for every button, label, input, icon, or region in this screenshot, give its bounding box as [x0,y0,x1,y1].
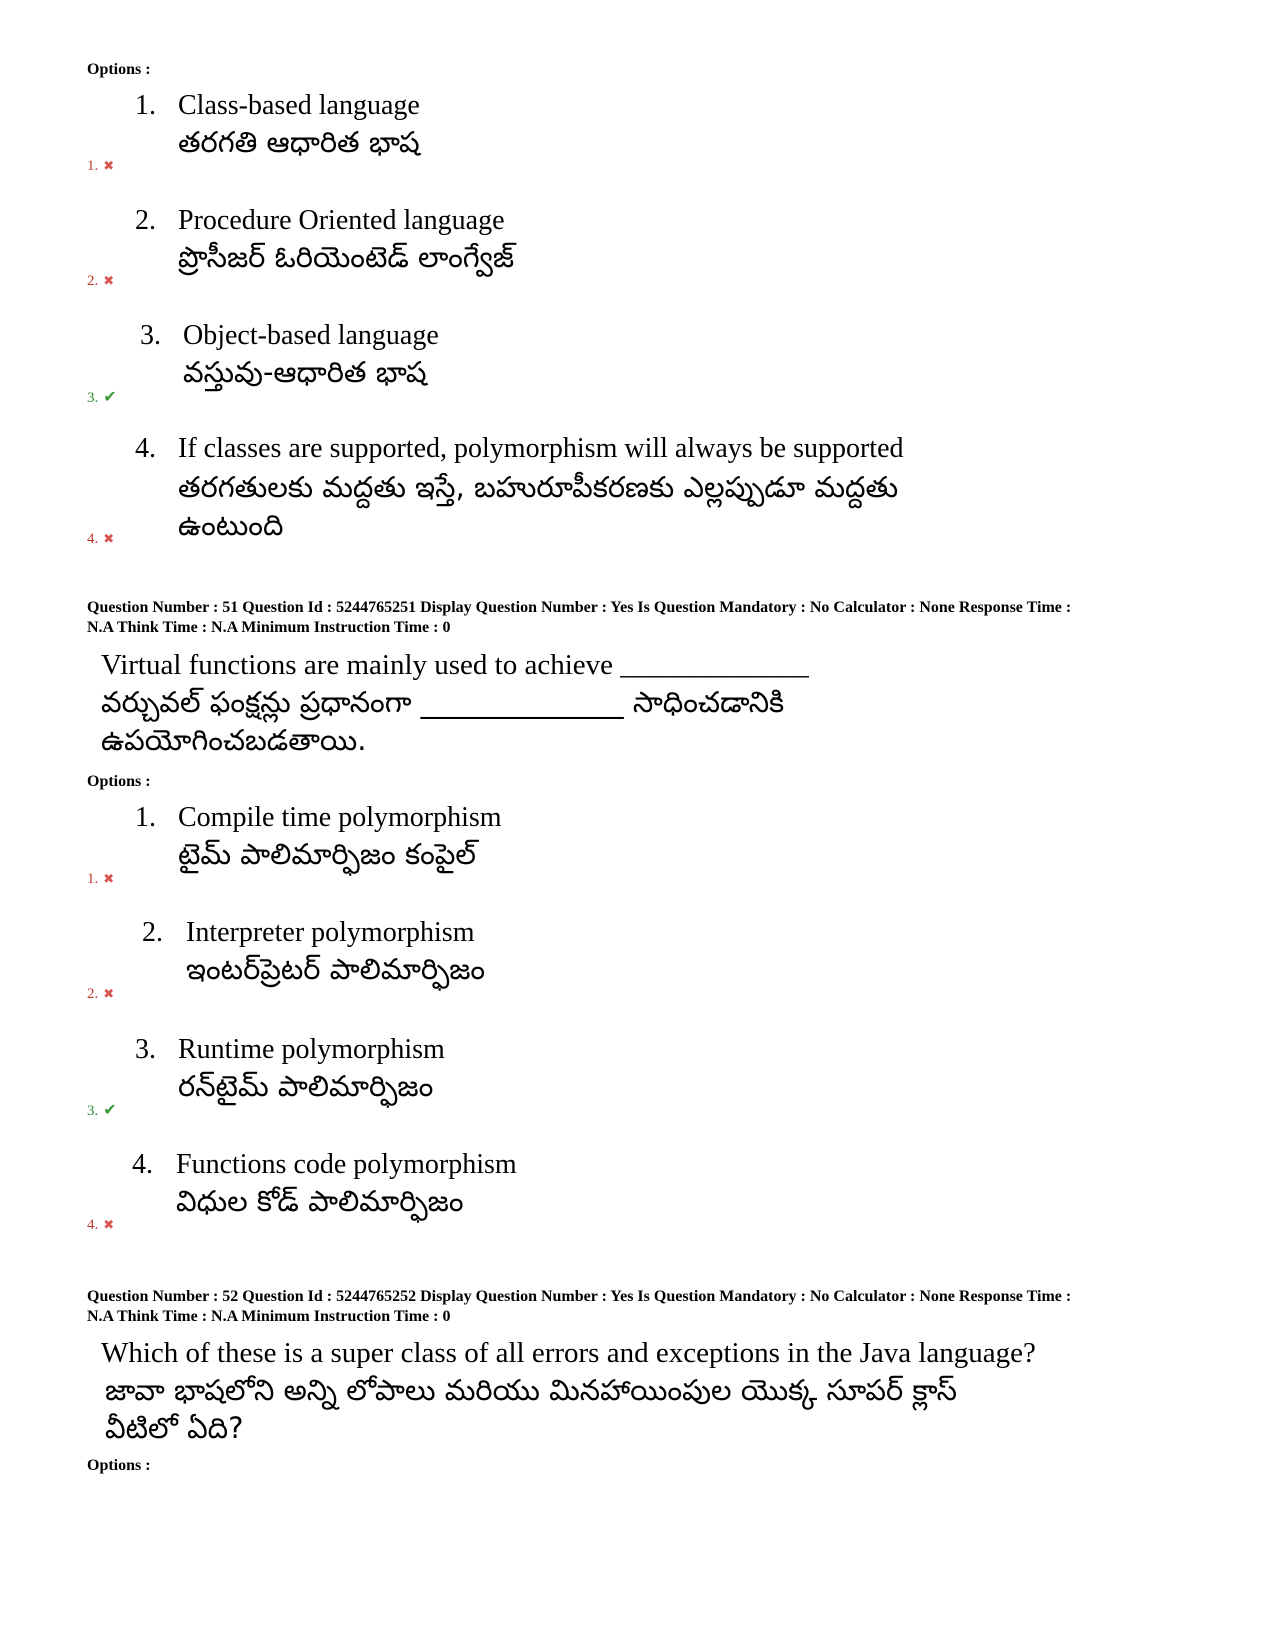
option-text-te: ఉంటుంది [178,508,284,542]
option-number: 1. [135,802,156,833]
option-number: 3. [140,320,161,351]
option-text-en: Procedure Oriented language [178,205,505,236]
question-text-te: వర్చువల్ ఫంక్షన్లు ప్రధానంగా ______________ సాధించడానికి [101,685,785,719]
options-label: Options : [87,773,151,790]
cross-icon: ✖ [103,872,115,887]
option-text-te: రన్‌టైమ్ పాలిమార్ఫిజం [178,1069,434,1103]
option-number: 4. [132,1149,153,1180]
option-number: 3. [135,1034,156,1065]
option-number: 4. [135,433,156,464]
option-text-en: Class-based language [178,90,420,121]
option-text-en: Interpreter polymorphism [186,917,475,948]
cross-icon: ✖ [103,532,115,547]
option-text-en: Runtime polymorphism [178,1034,445,1065]
option-text-te: ఇంటర్‌ప్రెటర్ పాలిమార్ఫిజం [186,952,486,986]
check-icon: ✔ [103,387,117,406]
question-meta: Question Number : 52 Question Id : 5244765252 Display Question Number : Yes Is Question Mandatory : No Calculator : None Response Time : N.A Think Time : N.A Minimum Instruction Time : 0 [87,1288,1072,1325]
option-mark-wrong: 2. ✖ [87,273,115,289]
option-mark-wrong: 2. ✖ [87,986,115,1002]
option-text-en: Functions code polymorphism [176,1149,517,1180]
option-mark-wrong: 4. ✖ [87,531,115,547]
options-label: Options : [87,1457,151,1474]
question-text-en: Which of these is a super class of all errors and exceptions in the Java language? [101,1337,1036,1369]
question-text-te: ఉపయోగించబడతాయి. [101,723,367,757]
option-mark-wrong: 1. ✖ [87,158,115,174]
option-mark-correct: 3. ✔ [87,387,117,406]
question-text-te: జావా భాషలోని అన్ని లోపాలు మరియు మినహాయింపుల యొక్క సూపర్ క్లాస్ [105,1373,957,1407]
cross-icon: ✖ [103,987,115,1002]
cross-icon: ✖ [103,1218,115,1233]
option-text-te: విధుల కోడ్ పాలిమార్ఫిజం [176,1184,464,1218]
option-text-te: తరగతులకు మద్దతు ఇస్తే, బహురూపీకరణకు ఎల్లప్పుడూ మద్దతు [178,470,899,504]
options-label: Options : [87,61,151,78]
option-number: 2. [135,205,156,236]
question-meta: Question Number : 51 Question Id : 5244765251 Display Question Number : Yes Is Question Mandatory : No Calculator : None Response Time : N.A Think Time : N.A Minimum Instruction Time : 0 [87,599,1072,636]
option-mark-correct: 3. ✔ [87,1100,117,1119]
option-text-te: తరగతి ఆధారిత భాష [178,125,420,159]
cross-icon: ✖ [103,274,115,289]
option-number: 1. [135,90,156,121]
option-text-te: టైమ్ పాలిమార్ఫిజం కంపైల్ [178,837,476,871]
option-text-en: Compile time polymorphism [178,802,502,833]
question-text-en: Virtual functions are mainly used to achieve _____________ [101,649,809,681]
option-number: 2. [142,917,163,948]
question-text-te: వీటిలో ఏది? [105,1411,244,1445]
check-icon: ✔ [103,1100,117,1119]
option-text-en: If classes are supported, polymorphism will always be supported [178,433,904,464]
option-mark-wrong: 4. ✖ [87,1217,115,1233]
option-text-te: వస్తువు-ఆధారిత భాష [183,355,427,389]
option-mark-wrong: 1. ✖ [87,871,115,887]
option-text-en: Object-based language [183,320,439,351]
cross-icon: ✖ [103,159,115,174]
option-text-te: ప్రొసీజర్ ఓరియెంటెడ్ లాంగ్వేజ్ [178,240,515,274]
